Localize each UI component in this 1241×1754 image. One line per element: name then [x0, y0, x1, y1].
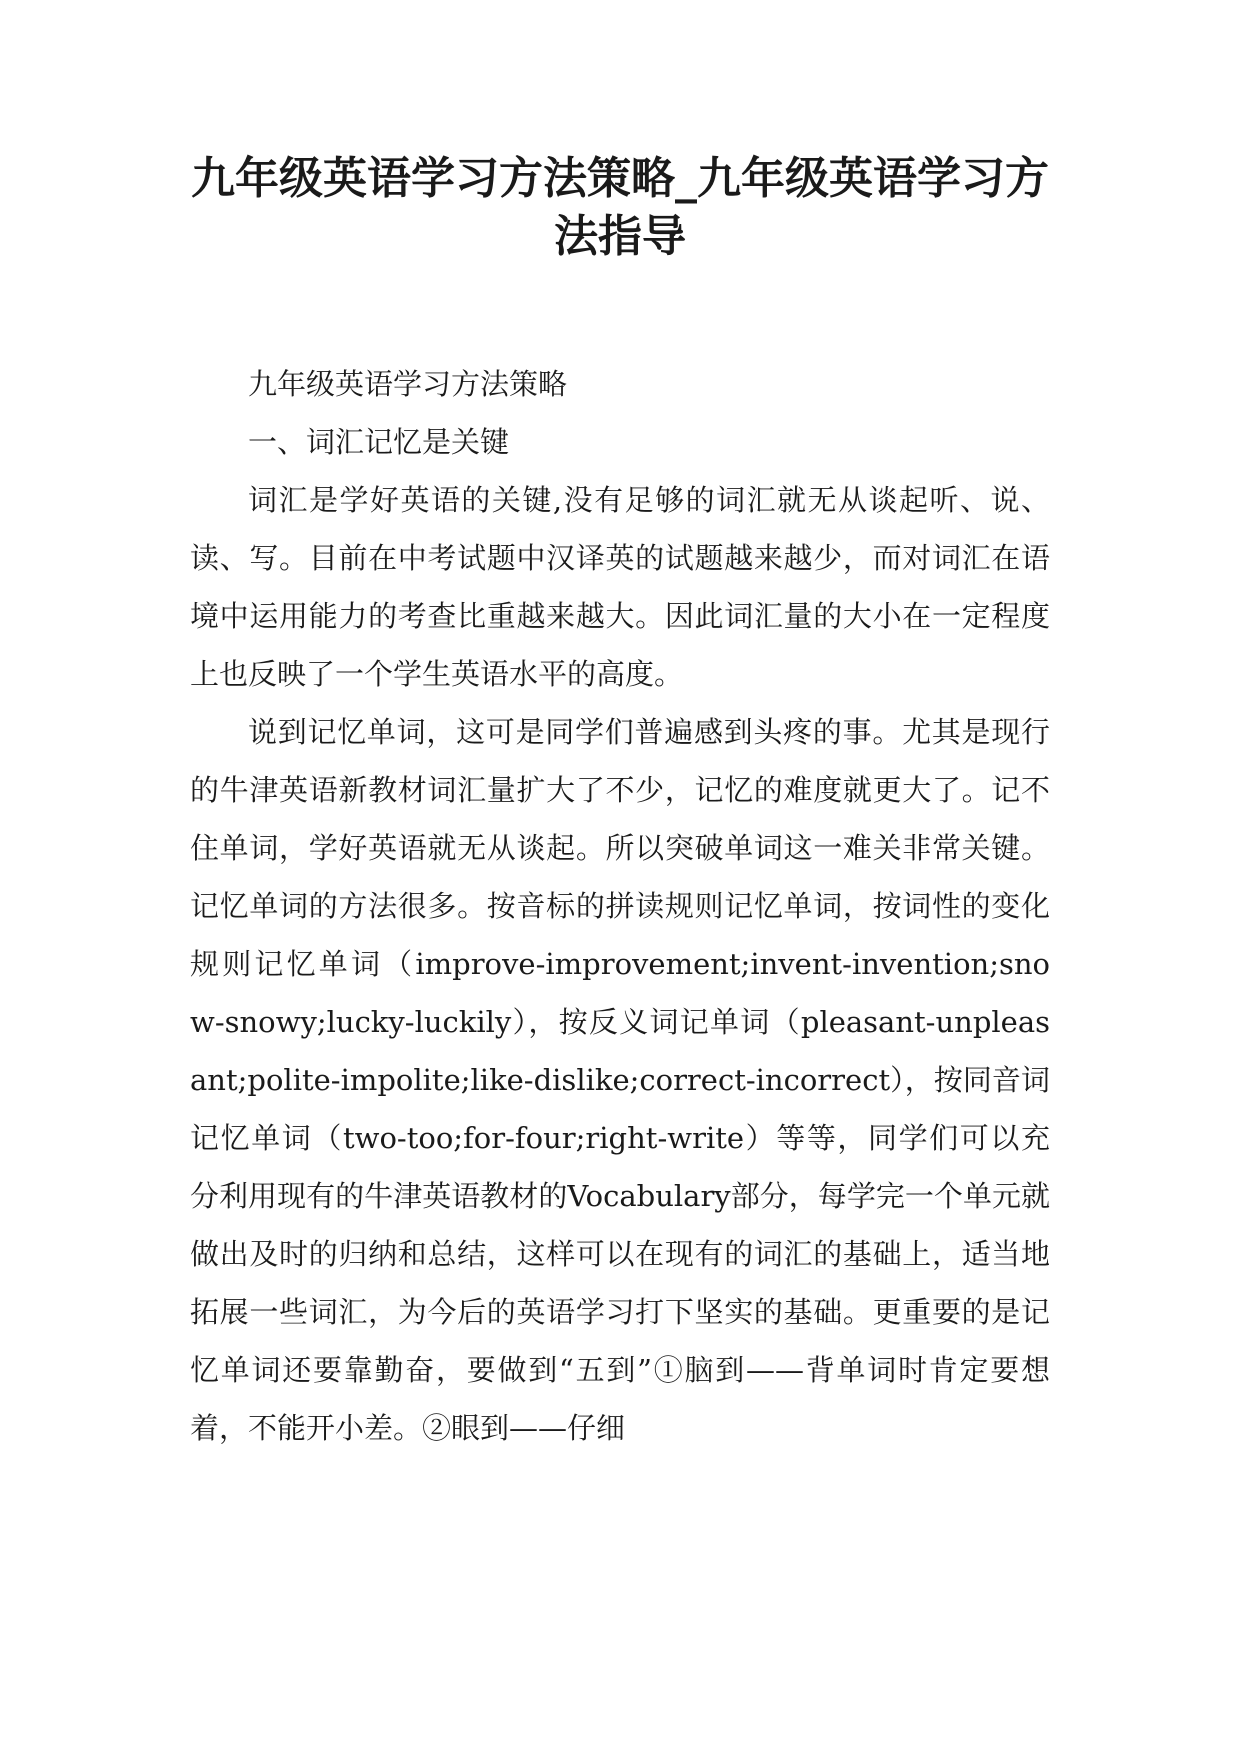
- document-body: [190, 355, 1050, 1457]
- body-paragraph: 说到记忆单词，这可是同学们普遍感到头疼的事。尤其是现行的牛津英语新教材词汇量扩大了不少，记忆的难度就更大了。记不住单词，学好英语就无从谈起。所以突破单词这一难关非常关键。记忆单词的方法很多。按音标的拼读规则记忆单词，按词性的变化规则记忆单词（improve-improvement;invent-invention;snow-snowy;lucky-luckily），按反义词记单词（pleasant-unpleasant;polite-impolite;like-dislike;correct-incorrect），按同音词记忆单词（two-too;for-four;right-write）等等，同学们可以充分利用现有的牛津英语教材的Vocabulary部分，每学完一个单元就做出及时的归纳和总结，这样可以在现有的词汇的基础上，适当地拓展一些词汇，为今后的英语学习打下坚实的基础。更重要的是记忆单词还要靠勤奋，要做到“五到”①脑到——背单词时肯定要想着，不能开小差。②眼到——仔细: [190, 715, 1050, 1445]
- subsection-heading: 一、词汇记忆是关键: [248, 425, 510, 459]
- body-paragraph: 词汇是学好英语的关键,没有足够的词汇就无从谈起听、说、读、写。目前在中考试题中汉译英的试题越来越少，而对词汇在语境中运用能力的考查比重越来越大。因此词汇量的大小在一定程度上也反映了一个学生英语水平的高度。: [190, 483, 1050, 691]
- document-title: 九年级英语学习方法策略_九年级英语学习方法指导: [191, 153, 1049, 262]
- section-heading: 九年级英语学习方法策略: [248, 367, 568, 401]
